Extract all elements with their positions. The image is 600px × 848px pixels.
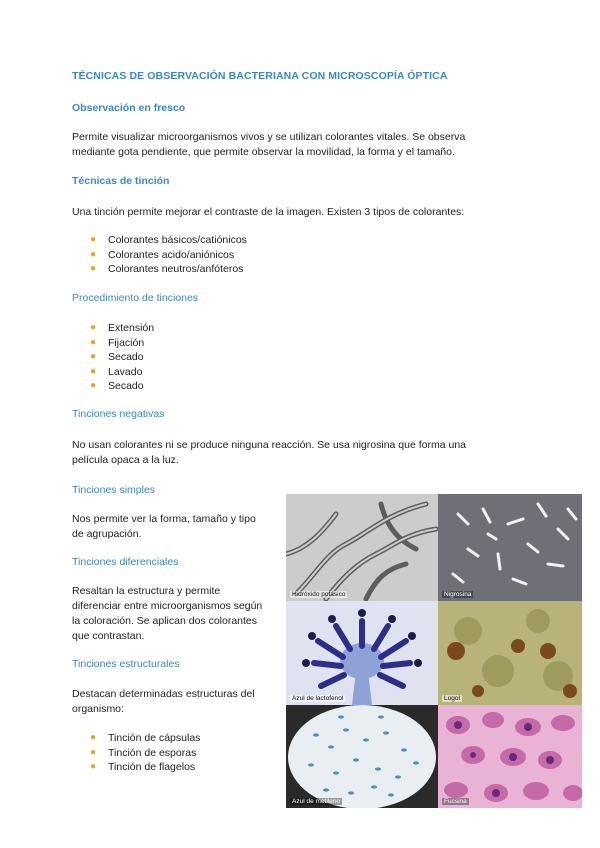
caption-fucsina: Fucsina [444,798,467,805]
image-azul-lactofenol [286,601,438,705]
bullet-icon: ● [90,380,97,392]
list-item: ● Tinción de esporas [90,746,197,759]
negativas-line-1: No usan colorantes ni se produce ninguna reacción. Se usa nigrosina que forma una [72,439,467,451]
bullet-icon: ● [90,351,97,363]
diferenciales-line-4: que contrastan. [72,630,145,642]
list-item: ● Colorantes acido/aniónicos [90,248,235,261]
heading-procedimiento: Procedimiento de tinciones [72,292,199,304]
list-item: ● Secado [90,351,144,364]
image-nigrosina [438,494,582,601]
bullet-icon: ● [90,336,97,348]
heading-tinciones-diferenciales: Tinciones diferenciales [72,556,179,568]
fresco-line-1: Permite visualizar microorganismos vivos y se utilizan colorantes vitales. Se observa [72,131,466,143]
bullet-icon: ● [90,761,97,773]
heading-observacion-fresco: Observación en fresco [72,102,186,114]
bullet-icon: ● [90,263,97,275]
fresco-line-2: mediante gota pendiente, que permite observar la movilidad, la forma y el tamaño. [72,146,455,158]
image-fucsina [438,705,582,808]
list-item: ● Tinción de cápsulas [90,732,201,744]
list-item: ● Lavado [90,365,143,378]
negativas-line-2: película opaca a la luz. [72,454,179,466]
heading-tinciones-negativas: Tinciones negativas [72,408,165,420]
simples-line-1: Nos permite ver la forma, tamaño y tipo [72,513,256,525]
estructurales-line-1: Destacan determinadas estructuras del [72,688,255,700]
heading-tinciones-simples: Tinciones simples [72,484,156,496]
list-item: ● Tinción de flagelos [90,761,196,774]
list-item: ● Extensión [90,322,155,334]
diferenciales-line-1: Resaltan la estructura y permite [72,585,221,597]
heading-tinciones-estructurales: Tinciones estructurales [72,658,180,670]
caption-azul-metileno: Azul de metileno [292,798,341,805]
caption-nigrosina: Nigrosina [444,591,472,598]
microscopy-image-grid [286,494,582,808]
list-item: ● Colorantes básicos/catiónicos [90,234,247,246]
caption-azul-lactofenol: Azul de lactofenol [292,695,344,702]
simples-line-2: de agrupación. [72,528,142,540]
image-lugol [438,601,582,705]
tincion-text: Una tinción permite mejorar el contraste de la imagen. Existen 3 tipos de colorantes: [72,206,465,218]
caption-hidroxido: Hidróxido potásico [292,591,346,598]
list-item: ● Fijación [90,336,145,349]
bullet-icon: ● [90,365,97,377]
bullet-icon: ● [90,248,97,260]
diferenciales-line-3: la coloración. Se aplican dos colorantes [72,615,258,627]
estructurales-line-2: organismo: [72,703,124,715]
list-item: ● Colorantes neutros/anfóteros [90,263,244,276]
list-item: ● Secado [90,380,144,393]
page-title: TÉCNICAS DE OBSERVACIÓN BACTERIANA CON MICROSCOPÍA ÓPTICA [72,70,448,82]
estructurales-list [90,731,200,775]
image-azul-metileno [286,705,438,808]
bullet-icon: ● [90,322,97,333]
bullet-icon: ● [90,234,97,245]
bullet-icon: ● [90,746,97,758]
heading-tecnicas-tincion: Técnicas de tinción [72,175,170,187]
colorantes-list [90,233,247,277]
caption-lugol: Lugol [444,695,460,702]
procedimiento-list [90,321,154,394]
bullet-icon: ● [90,732,97,743]
image-hidroxido-potasico [286,494,438,601]
diferenciales-line-2: diferenciar entre microorganismos según [72,600,263,612]
